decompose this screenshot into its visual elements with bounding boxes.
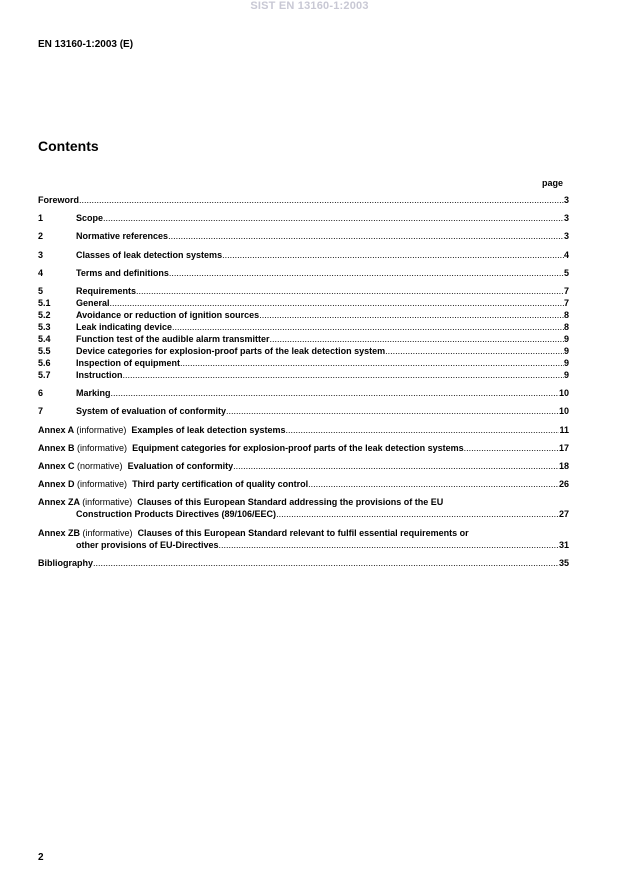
toc-entry[interactable] <box>38 250 569 261</box>
toc-entry-title: Foreword <box>38 195 80 205</box>
toc-entry-title: Bibliography <box>38 558 94 568</box>
toc-annex-za[interactable] <box>38 497 569 508</box>
toc-entry-page: 8 <box>563 310 569 320</box>
toc-entry-number: 7 <box>38 406 44 416</box>
toc-entry-title: Avoidance or reduction of ignition sources <box>76 310 260 320</box>
toc-annex-zb[interactable] <box>38 528 569 539</box>
toc-entry-title: Inspection of equipment <box>76 358 181 368</box>
watermark: SIST EN 13160-1:2003 <box>250 0 369 12</box>
document-identifier: EN 13160-1:2003 (E) <box>38 39 134 50</box>
toc-entry-number: 5.6 <box>38 358 51 368</box>
annex-label: Annex D (informative) <box>38 479 128 489</box>
toc-entry-number: 3 <box>38 250 44 260</box>
toc-entry-number: 1 <box>38 213 44 223</box>
toc-entry-page: 35 <box>558 558 569 568</box>
toc-entry-title: Normative references <box>76 231 169 241</box>
toc-entry-title: Instruction <box>76 370 123 380</box>
toc-annex-zb-continued[interactable] <box>38 540 569 551</box>
annex-label: Annex ZB (informative) <box>38 528 133 538</box>
toc-entry[interactable] <box>38 346 569 357</box>
page-column-label: page <box>542 178 564 188</box>
toc-entry-page: 7 <box>563 286 569 296</box>
toc-annex-za-continued[interactable] <box>38 509 569 520</box>
toc-entry-title: Terms and definitions <box>76 268 169 278</box>
annex-title: Evaluation of conformity <box>127 461 234 471</box>
annex-title: Construction Products Directives (89/106/EEC) <box>76 509 277 519</box>
annex-title-line1: Clauses of this European Standard addressing the provisions of the EU <box>137 497 444 507</box>
toc-entry[interactable] <box>38 358 569 369</box>
toc-entry-page: 9 <box>563 346 569 356</box>
toc-entry-title: General <box>76 298 110 308</box>
toc-entry-page: 3 <box>563 231 569 241</box>
toc-entry-number: 5 <box>38 286 44 296</box>
toc-entry-number: 5.3 <box>38 322 51 332</box>
toc-entry-title: Device categories for explosion-proof parts of the leak detection system <box>76 346 386 356</box>
toc-entry-page: 31 <box>558 540 569 550</box>
toc-entry-title: Requirements <box>76 286 137 296</box>
toc-entry[interactable] <box>38 298 569 309</box>
toc-entry-page: 17 <box>558 443 569 453</box>
annex-label: Annex A (informative) <box>38 425 127 435</box>
toc-entry-number: 2 <box>38 231 44 241</box>
toc-annex-d[interactable] <box>38 479 569 490</box>
toc-annex-c[interactable] <box>38 461 569 472</box>
toc-entry[interactable] <box>38 268 569 279</box>
toc-entry[interactable] <box>38 388 569 399</box>
toc-entry-number: 5.2 <box>38 310 51 320</box>
toc-entry-bibliography[interactable] <box>38 558 569 569</box>
toc-entry[interactable] <box>38 231 569 242</box>
toc-entry-title: System of evaluation of conformity <box>76 406 227 416</box>
annex-title: other provisions of EU-Directives <box>76 540 219 550</box>
toc-entry[interactable] <box>38 406 569 417</box>
toc-entry-page: 3 <box>563 195 569 205</box>
toc-entry-number: 5.7 <box>38 370 51 380</box>
toc-entry-page: 26 <box>558 479 569 489</box>
toc-entry-page: 18 <box>558 461 569 471</box>
toc-entry-number: 5.1 <box>38 298 51 308</box>
toc-entry-title: Scope <box>76 213 104 223</box>
toc-entry-page: 10 <box>558 406 569 416</box>
toc-entry-page: 7 <box>563 298 569 308</box>
annex-title: Examples of leak detection systems <box>131 425 286 435</box>
toc-entry-page: 8 <box>563 322 569 332</box>
annex-label: Annex B (informative) <box>38 443 128 453</box>
annex-title: Equipment categories for explosion-proof parts of the leak detection systems <box>132 443 464 453</box>
toc-entry-page: 9 <box>563 370 569 380</box>
annex-title-line1: Clauses of this European Standard relevant to fulfil essential requirements or <box>137 528 469 538</box>
page-number: 2 <box>38 852 44 863</box>
toc-entry-number: 4 <box>38 268 44 278</box>
toc-entry-title: Leak indicating device <box>76 322 173 332</box>
toc-entry-page: 10 <box>558 388 569 398</box>
toc-entry-number: 5.4 <box>38 334 51 344</box>
toc-entry-page: 4 <box>563 250 569 260</box>
toc-entry-title: Function test of the audible alarm transmitter <box>76 334 270 344</box>
annex-label: Annex ZA (informative) <box>38 497 133 507</box>
toc-entry-page: 27 <box>558 509 569 519</box>
toc-entry[interactable] <box>38 334 569 345</box>
toc-entry-page: 11 <box>559 425 569 435</box>
toc-entry-title: Marking <box>76 388 111 398</box>
toc-entry[interactable] <box>38 370 569 381</box>
annex-label: Annex C (normative) <box>38 461 123 471</box>
toc-entry-page: 9 <box>563 358 569 368</box>
toc-entry[interactable] <box>38 213 569 224</box>
toc-entry-foreword[interactable] <box>38 195 569 206</box>
toc-annex-a[interactable] <box>38 425 569 436</box>
page-title: Contents <box>38 138 99 154</box>
annex-title: Third party certification of quality control <box>132 479 309 489</box>
toc-entry-title: Classes of leak detection systems <box>76 250 223 260</box>
toc-entry[interactable] <box>38 310 569 321</box>
toc-entry-page: 5 <box>563 268 569 278</box>
toc-entry-page: 9 <box>563 334 569 344</box>
toc-entry-number: 6 <box>38 388 44 398</box>
toc-entry-number: 5.5 <box>38 346 51 356</box>
toc-entry[interactable] <box>38 322 569 333</box>
toc-annex-b[interactable] <box>38 443 569 454</box>
toc-entry[interactable] <box>38 286 569 297</box>
toc-entry-page: 3 <box>563 213 569 223</box>
